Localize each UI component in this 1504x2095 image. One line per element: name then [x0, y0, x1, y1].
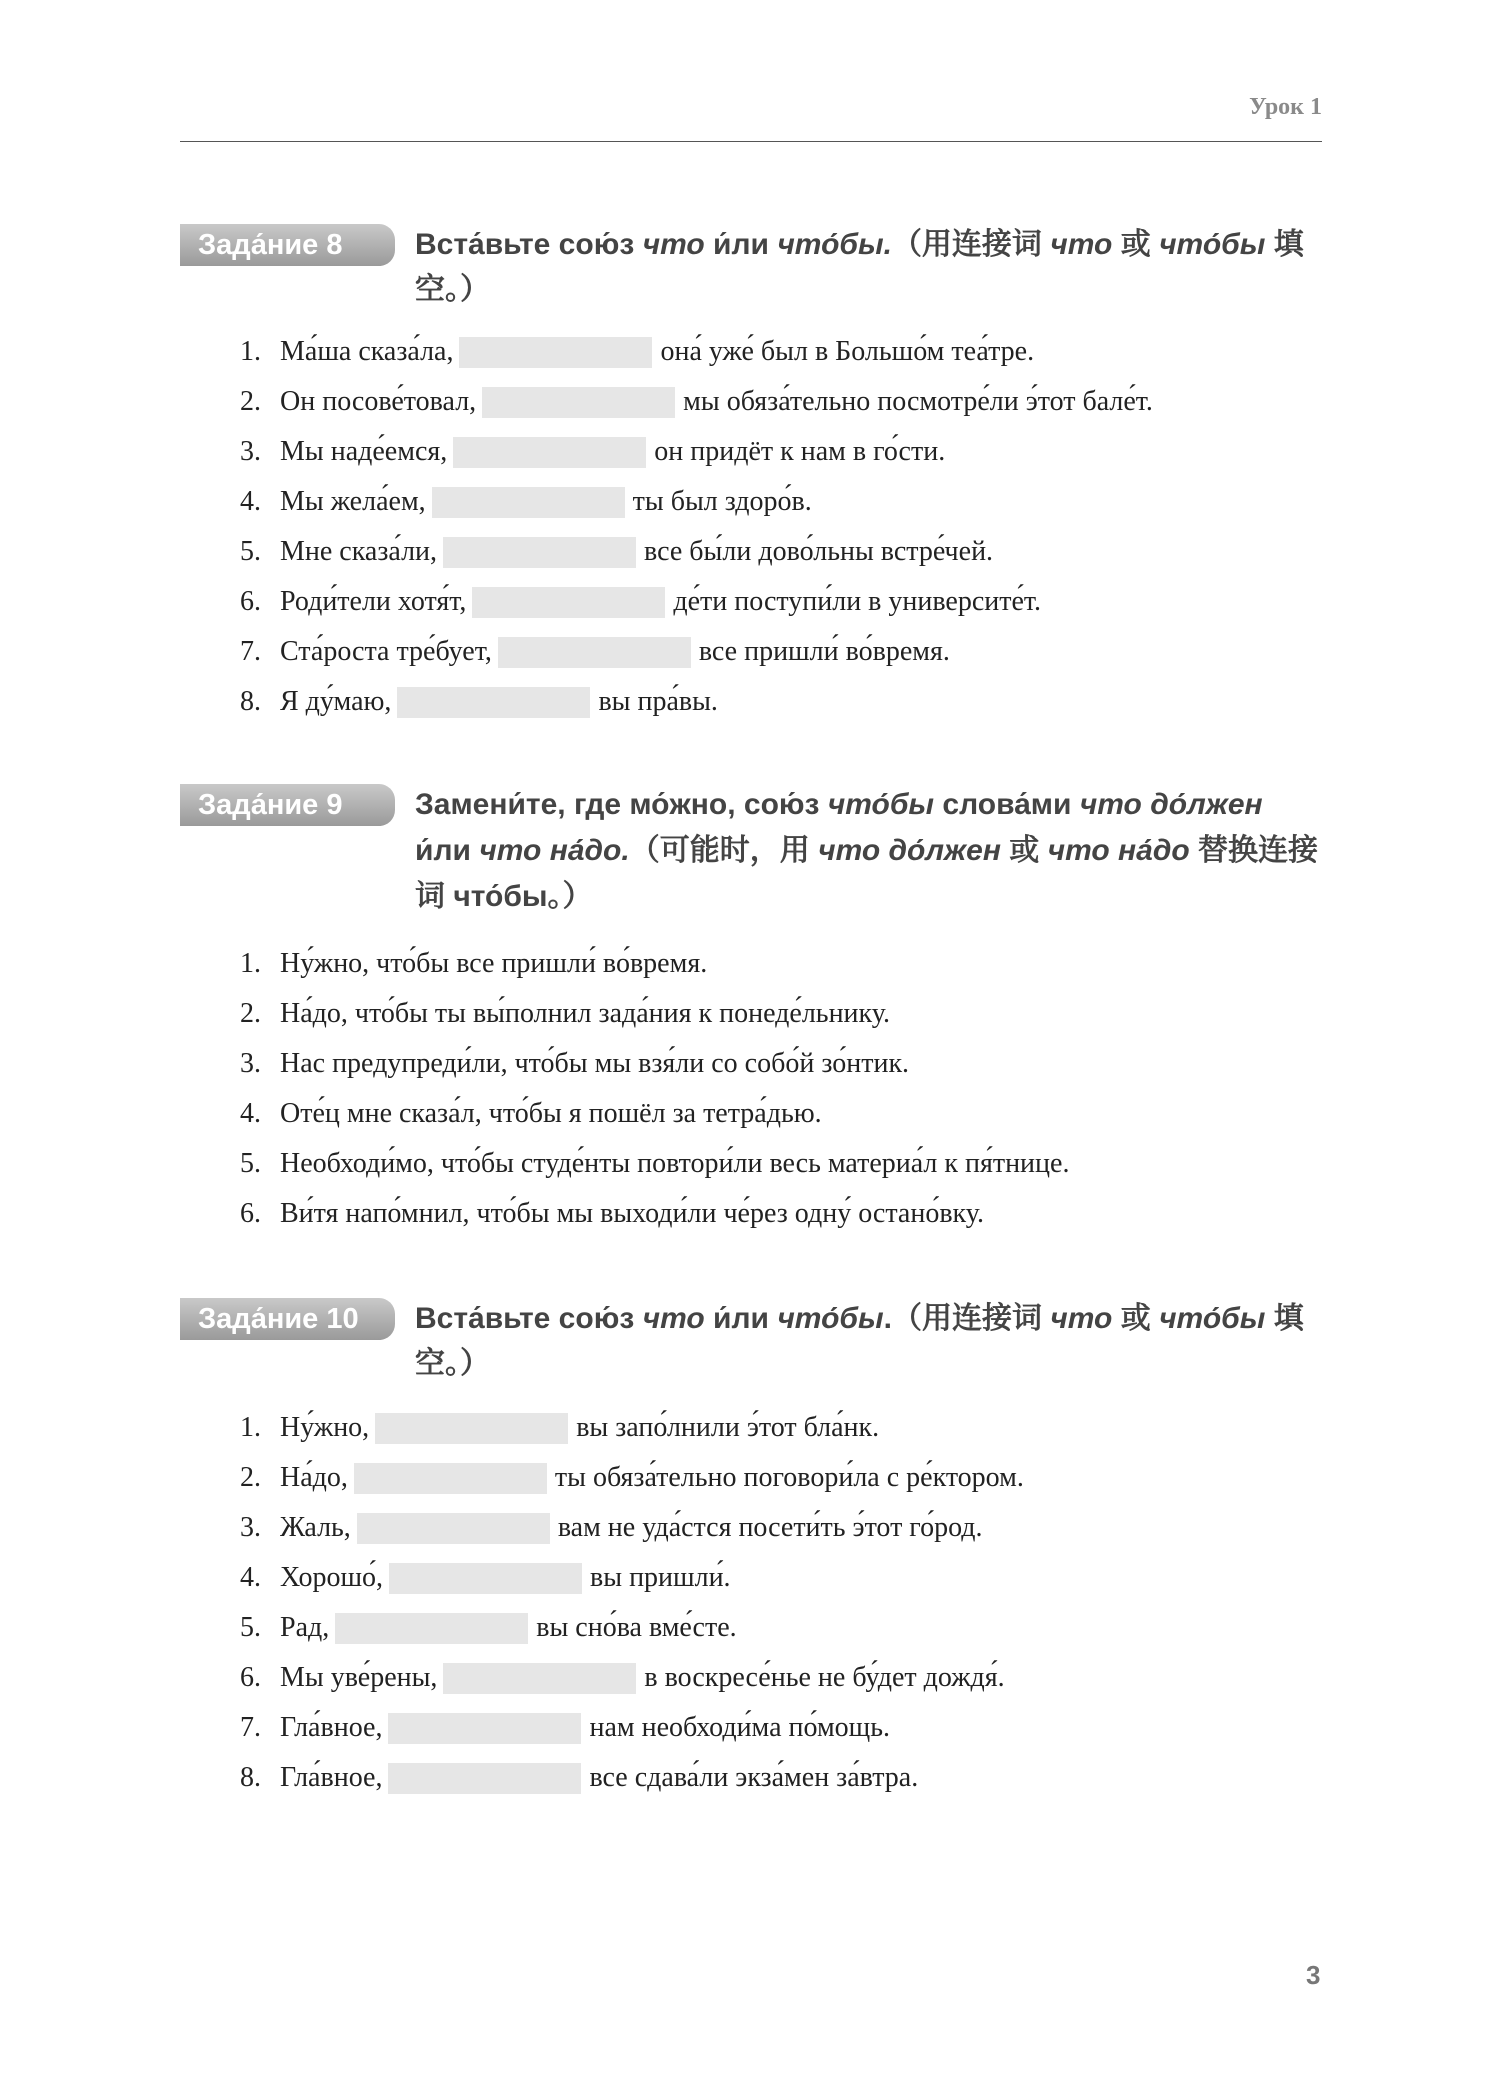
exercise-item: [240, 677, 1153, 727]
exercise-item: [240, 1089, 1069, 1139]
item-number: 1.: [240, 948, 261, 979]
sentence-end: все пришли́ во́время.: [698, 636, 950, 667]
instruction-emphasis: что́бы: [1159, 1302, 1266, 1335]
exercise-instructions: [415, 1296, 1322, 1386]
instruction-emphasis: что на́до: [1047, 834, 1190, 867]
instruction-emphasis: что́бы: [827, 788, 935, 821]
item-number: 7.: [240, 636, 261, 667]
instruction-text: слова́ми: [934, 788, 1080, 821]
exercise-badge: Зада́ние 8: [180, 224, 395, 266]
answer-blank[interactable]: [357, 1513, 550, 1544]
sentence-end: она́ уже́ был в Большо́м теа́тре.: [660, 336, 1035, 367]
item-number: 4.: [240, 1098, 261, 1129]
answer-blank[interactable]: [375, 1413, 568, 1444]
instruction-text: и́ли: [704, 228, 778, 261]
instruction-emphasis: что на́до.: [479, 834, 630, 867]
exercise-item: [240, 1039, 1069, 1089]
sentence-end: ты обяза́тельно поговори́ла с ре́ктором.: [554, 1462, 1024, 1493]
answer-blank[interactable]: [453, 437, 646, 468]
sentence-end: все сдава́ли экза́мен за́втра.: [589, 1762, 919, 1793]
sentence-start: Он посове́товал,: [280, 386, 477, 417]
instruction-text: .（用连接词: [883, 1302, 1051, 1335]
exercise-item: [240, 1753, 1024, 1803]
instruction-text: 或: [1112, 1302, 1160, 1335]
answer-blank[interactable]: [472, 587, 665, 618]
exercise-items: [240, 327, 1153, 727]
exercise-item: [240, 1453, 1024, 1503]
instruction-text: и́ли: [415, 834, 480, 867]
instruction-text: 或: [1000, 834, 1048, 867]
item-number: 2.: [240, 998, 261, 1029]
exercise-items: [240, 939, 1069, 1239]
sentence-start: Мы уве́рены,: [280, 1662, 438, 1693]
sentence-start: Ма́ша сказа́ла,: [280, 336, 454, 367]
item-number: 6.: [240, 586, 261, 617]
sentence-start: Роди́тели хотя́т,: [280, 586, 467, 617]
exercise-item: [240, 939, 1069, 989]
instruction-emphasis: что́бы: [1159, 228, 1266, 261]
sentence-start: Гла́вное,: [280, 1762, 383, 1793]
item-number: 4.: [240, 1562, 261, 1593]
sentence-start: Ста́роста тре́бует,: [280, 636, 492, 667]
sentence-start: Мы наде́емся,: [280, 436, 448, 467]
instruction-emphasis: что: [1050, 228, 1113, 261]
answer-blank[interactable]: [498, 637, 691, 668]
exercise-item: [240, 327, 1153, 377]
sentence-end: вы запо́лнили э́тот бла́нк.: [576, 1412, 880, 1443]
instruction-text: Вста́вьте сою́з: [415, 1302, 643, 1335]
exercise-item: [240, 477, 1153, 527]
exercise-item: [240, 1139, 1069, 1189]
instruction-text: （用连接词: [891, 228, 1051, 261]
sentence-end: де́ти поступи́ли в университе́т.: [673, 586, 1042, 617]
answer-blank[interactable]: [432, 487, 625, 518]
instruction-text: 填空。）: [415, 1302, 1304, 1380]
sentence-end: вам не уда́стся посети́ть э́тот го́род.: [557, 1512, 983, 1543]
sentence-end: нам необходи́ма по́мощь.: [589, 1712, 891, 1743]
sentence-start: Мы жела́ем,: [280, 486, 426, 517]
instruction-emphasis: что до́лжен: [818, 834, 1001, 867]
item-number: 7.: [240, 1712, 261, 1743]
exercise-badge: Зада́ние 9: [180, 784, 395, 826]
instruction-text: （可能时，用: [629, 834, 819, 867]
instruction-emphasis: что́бы.: [777, 228, 892, 261]
sentence-start: Я ду́маю,: [280, 686, 392, 717]
answer-blank[interactable]: [482, 387, 675, 418]
answer-blank[interactable]: [354, 1463, 547, 1494]
instruction-emphasis: что: [1050, 1302, 1113, 1335]
exercise-item: [240, 1553, 1024, 1603]
answer-blank[interactable]: [335, 1613, 528, 1644]
running-head: Урок 1: [1249, 94, 1322, 120]
page-number: 3: [1306, 1960, 1321, 1990]
item-sentence: Необходи́мо, что́бы студе́нты повтори́ли весь материа́л к пя́тнице.: [280, 1148, 1070, 1179]
item-number: 5.: [240, 536, 261, 567]
sentence-end: в воскресе́нье не бу́дет дождя́.: [644, 1662, 1005, 1693]
item-number: 2.: [240, 1462, 261, 1493]
instruction-text: Замени́те, где мо́жно, сою́з: [415, 788, 828, 821]
answer-blank[interactable]: [443, 1663, 636, 1694]
item-sentence: Нас предупреди́ли, что́бы мы взя́ли со собо́й зо́нтик.: [280, 1048, 910, 1079]
sentence-start: Хорошо́,: [280, 1562, 384, 1593]
item-sentence: Оте́ц мне сказа́л, что́бы я пошёл за тетра́дью.: [280, 1098, 822, 1129]
instruction-emphasis: что: [642, 1302, 705, 1335]
sentence-end: вы сно́ва вме́сте.: [536, 1612, 737, 1643]
sentence-end: мы обяза́тельно посмотре́ли э́тот бале́т.: [683, 386, 1153, 417]
answer-blank[interactable]: [459, 337, 652, 368]
answer-blank[interactable]: [397, 687, 590, 718]
exercise-items: [240, 1403, 1024, 1803]
exercise-instructions: [415, 782, 1322, 920]
instruction-emphasis: что до́лжен: [1079, 788, 1263, 821]
instruction-text: 填空。）: [415, 228, 1304, 306]
item-number: 3.: [240, 1512, 261, 1543]
sentence-end: все бы́ли дово́льны встре́чей.: [644, 536, 994, 567]
item-number: 2.: [240, 386, 261, 417]
item-number: 6.: [240, 1662, 261, 1693]
answer-blank[interactable]: [389, 1563, 582, 1594]
item-sentence: Ви́тя напо́мнил, что́бы мы выходи́ли че́рез одну́ остано́вку.: [280, 1198, 984, 1229]
item-number: 5.: [240, 1612, 261, 1643]
exercise-item: [240, 1403, 1024, 1453]
exercise-item: [240, 1603, 1024, 1653]
sentence-start: На́до,: [280, 1462, 348, 1493]
exercise-item: [240, 1653, 1024, 1703]
exercise-item: [240, 989, 1069, 1039]
item-number: 3.: [240, 436, 261, 467]
exercise-badge: Зада́ние 10: [180, 1298, 395, 1340]
answer-blank[interactable]: [443, 537, 636, 568]
exercise-item: [240, 1503, 1024, 1553]
item-sentence: На́до, что́бы ты вы́полнил зада́ния к понеде́льнику.: [280, 998, 890, 1029]
sentence-end: вы пра́вы.: [598, 686, 718, 717]
exercise-instructions: [415, 222, 1322, 312]
instruction-text: 替换连接词 что́бы。）: [415, 834, 1319, 913]
answer-blank[interactable]: [388, 1763, 581, 1794]
header-rule: [180, 141, 1322, 142]
item-number: 6.: [240, 1198, 261, 1229]
instruction-text: и́ли: [704, 1302, 778, 1335]
sentence-end: он придёт к нам в го́сти.: [654, 436, 946, 467]
sentence-start: Гла́вное,: [280, 1712, 383, 1743]
item-number: 3.: [240, 1048, 261, 1079]
item-number: 4.: [240, 486, 261, 517]
instruction-emphasis: что́бы: [777, 1302, 884, 1335]
item-number: 8.: [240, 686, 261, 717]
exercise-item: [240, 627, 1153, 677]
exercise-item: [240, 527, 1153, 577]
instruction-emphasis: что: [642, 228, 705, 261]
sentence-end: ты был здоро́в.: [632, 486, 812, 517]
sentence-start: Мне сказа́ли,: [280, 536, 438, 567]
exercise-item: [240, 377, 1153, 427]
item-number: 1.: [240, 1412, 261, 1443]
item-number: 5.: [240, 1148, 261, 1179]
exercise-item: [240, 1189, 1069, 1239]
instruction-text: Вста́вьте сою́з: [415, 228, 643, 261]
sentence-start: Жаль,: [280, 1512, 351, 1543]
exercise-item: [240, 1703, 1024, 1753]
sentence-start: Ну́жно,: [280, 1412, 370, 1443]
exercise-item: [240, 427, 1153, 477]
exercise-item: [240, 577, 1153, 627]
item-sentence: Ну́жно, что́бы все пришли́ во́время.: [280, 948, 708, 979]
instruction-text: 或: [1112, 228, 1160, 261]
sentence-end: вы пришли́.: [590, 1562, 731, 1593]
sentence-start: Рад,: [280, 1612, 330, 1643]
answer-blank[interactable]: [388, 1713, 581, 1744]
item-number: 8.: [240, 1762, 261, 1793]
item-number: 1.: [240, 336, 261, 367]
